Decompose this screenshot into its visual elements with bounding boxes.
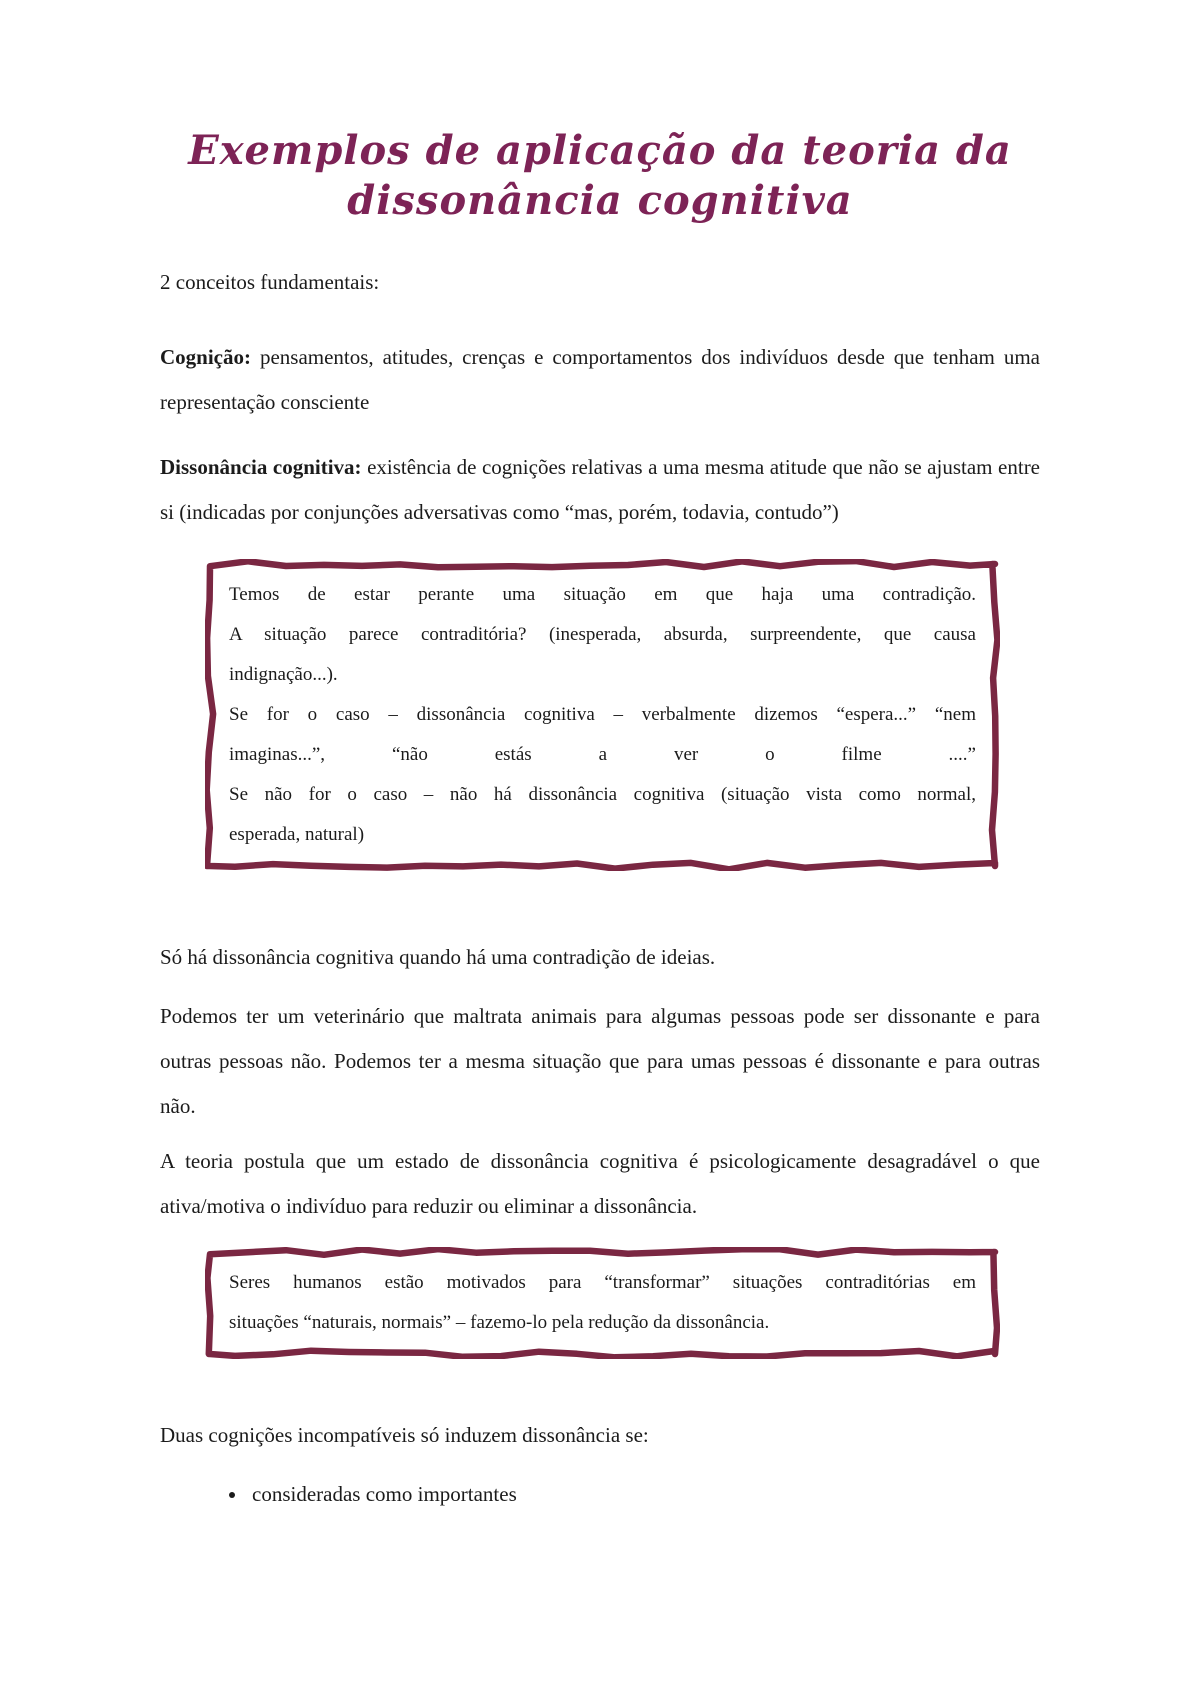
concept-text-dissonancia: existência de cognições relativas a uma mesma atitude que não se ajustam entre si (indicadas por conjunções adversativas como “mas, porém, todavia, contudo”) bbox=[160, 455, 1041, 524]
paragraph-duas-cognicoes: Duas cognições incompatíveis só induzem dissonância se: bbox=[160, 1423, 649, 1447]
callout-box-seres-humanos bbox=[205, 1247, 1000, 1359]
bullet-list bbox=[160, 1472, 1040, 1517]
intro-text: 2 conceitos fundamentais: bbox=[160, 270, 380, 294]
box-line: indignação...). bbox=[229, 664, 338, 685]
box-line: A situação parece contraditória? (inesperada, absurda, surpreendente, que causa bbox=[229, 624, 976, 645]
concept-cognicao-paragraph bbox=[160, 335, 1040, 425]
box-line: imaginas...”, “não estás a ver o filme ....” bbox=[229, 744, 976, 765]
page-title: Exemplos de aplicação da teoria da dissonância cognitiva bbox=[188, 127, 1012, 224]
paragraph-veterinario: Podemos ter um veterinário que maltrata animais para algumas pessoas pode ser dissonante e para outras pessoas não. Podemos ter a mesma situação que para umas pessoas é dissonante e para outras não. bbox=[160, 1004, 1040, 1118]
box-line: Seres humanos estão motivados para “transformar” situações contraditórias em bbox=[229, 1272, 976, 1293]
box-line: Temos de estar perante uma situação em que haja uma contradição. bbox=[229, 584, 976, 605]
paragraph-teoria: A teoria postula que um estado de dissonância cognitiva é psicologicamente desagradável o que ativa/motiva o indivíduo para reduzir ou eliminar a dissonância. bbox=[160, 1149, 1040, 1218]
concept-term-dissonancia: Dissonância cognitiva: bbox=[160, 455, 362, 479]
box-line: Se for o caso – dissonância cognitiva – verbalmente dizemos “espera...” “nem bbox=[229, 704, 976, 725]
concept-text-cognicao: pensamentos, atitudes, crenças e comportamentos dos indivíduos desde que tenham uma representação consciente bbox=[160, 345, 1040, 414]
list-item: • consideradas como importantes bbox=[248, 1472, 1040, 1517]
concept-term-cognicao: Cognição: bbox=[160, 345, 251, 369]
callout-box-contradicao bbox=[205, 559, 1000, 871]
paragraph-so-ha: Só há dissonância cognitiva quando há uma contradição de ideias. bbox=[160, 945, 716, 969]
box-line: Se não for o caso – não há dissonância cognitiva (situação vista como normal, bbox=[229, 784, 976, 805]
concept-dissonancia-paragraph bbox=[160, 445, 1040, 535]
box-line: situações “naturais, normais” – fazemo-lo pela redução da dissonância. bbox=[229, 1312, 770, 1333]
box-line: esperada, natural) bbox=[229, 824, 365, 845]
